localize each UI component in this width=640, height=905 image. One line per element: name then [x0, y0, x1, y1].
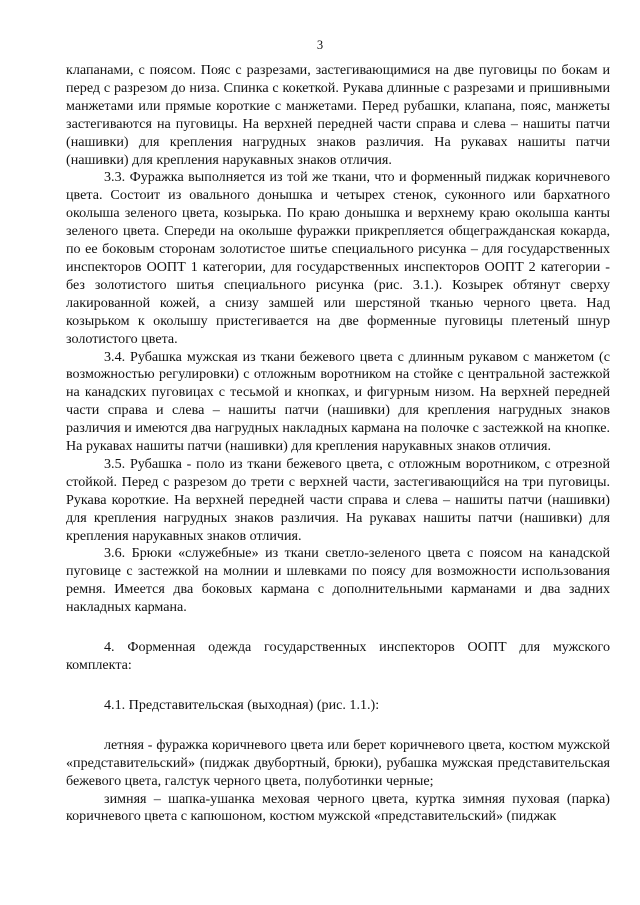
paragraph-winter-uniform: зимняя – шапка-ушанка меховая черного цвета, куртка зимняя пуховая (парка) коричневого цвета с капюшоном, костюм мужской «представительский» (пиджак — [66, 790, 610, 825]
paragraph-continuation: клапанами, с поясом. Пояс с разрезами, застегивающимися на две пуговицы по бокам и перед с разрезом до низа. Спинка с кокеткой. Рукава длинные с разрезами и пришивными манжетами или прямые короткие с манжетами. Перед рубашки, клапана, пояс, манжеты застегиваются на пуговицы. На верхней передней части справа и слева – нашиты патчи (нашивки) для крепления нагрудных знаков различия. На рукавах нашиты патчи (нашивки) для крепления нарукавных знаков отличия. — [66, 62, 610, 168]
paragraph-3-5: 3.5. Рубашка - поло из ткани бежевого цвета, с отложным воротником, с отрезной стойкой. Перед с разрезом до трети с верхней части, застегивающийся на три пуговицы. Рукава короткие. На верхней передней части справа и слева – нашиты патчи (нашивки) для крепления нагрудных знаков различия. На рукавах нашиты патчи (нашивки) для крепления нарукавных знаков отличия. — [66, 455, 610, 544]
paragraph-summer-uniform: летняя - фуражка коричневого цвета или берет коричневого цвета, костюм мужской «представительский» (пиджак двубортный, брюки), рубашка мужская представительская бежевого цвета, галстук черного цвета, полуботинки черные; — [66, 736, 610, 789]
section-4-heading: 4. Форменная одежда государственных инспекторов ООПТ для мужского комплекта: — [66, 639, 610, 673]
paragraph-3-6: 3.6. Брюки «служебные» из ткани светло-зеленого цвета с поясом на канадской пуговице с застежкой на молнии и шлевками по поясу для возможности использования ремня. Имеется два боковых кармана с дополнительными карманами и два задних накладных кармана. — [66, 545, 610, 616]
page-number: 3 — [316, 38, 324, 52]
paragraph-3-4: 3.4. Рубашка мужская из ткани бежевого цвета с длинным рукавом с манжетом (с возможностью регулировки) с отложным воротником на стойке с центральной застежкой на канадских пуговицах с тесьмой и кнопках, и фигурным низом. На верхней передней части справа и слева – нашиты патчи (нашивки) для крепления нагрудных знаков различия и имеются два нагрудных накладных кармана на полочке с застежкой на кнопке. На рукавах нашиты патчи (нашивки) для крепления нарукавных знаков отличия. — [66, 348, 610, 455]
paragraph-3-3: 3.3. Фуражка выполняется из той же ткани, что и форменный пиджак коричневого цвета. Состоит из овального донышка и четырех стенок, суконного или бархатного околыша зеленого цвета, козырька. По краю донышка и верхнему краю околыша канты зеленого цвета. Спереди на околыше фуражки прикрепляется общегражданская кокарда, по ее боковым сторонам золотистое шитье специального рисунка – для государственных инспекторов ООПТ 1 категории, для государственных инспекторов ООПТ 2 категории - без золотистого шитья специального рисунка (рис. 3.1.). Козырек обтянут сверху лакированной кожей, а снизу замшей или шерстяной тканью черного цвета. Над козырьком к околышу пристегивается на две форменные пуговицы плетеный шнур золотистого цвета. — [66, 169, 610, 347]
document-body — [66, 62, 610, 826]
section-4-1-heading: 4.1. Представительская (выходная) (рис. 1.1.): — [104, 696, 380, 713]
